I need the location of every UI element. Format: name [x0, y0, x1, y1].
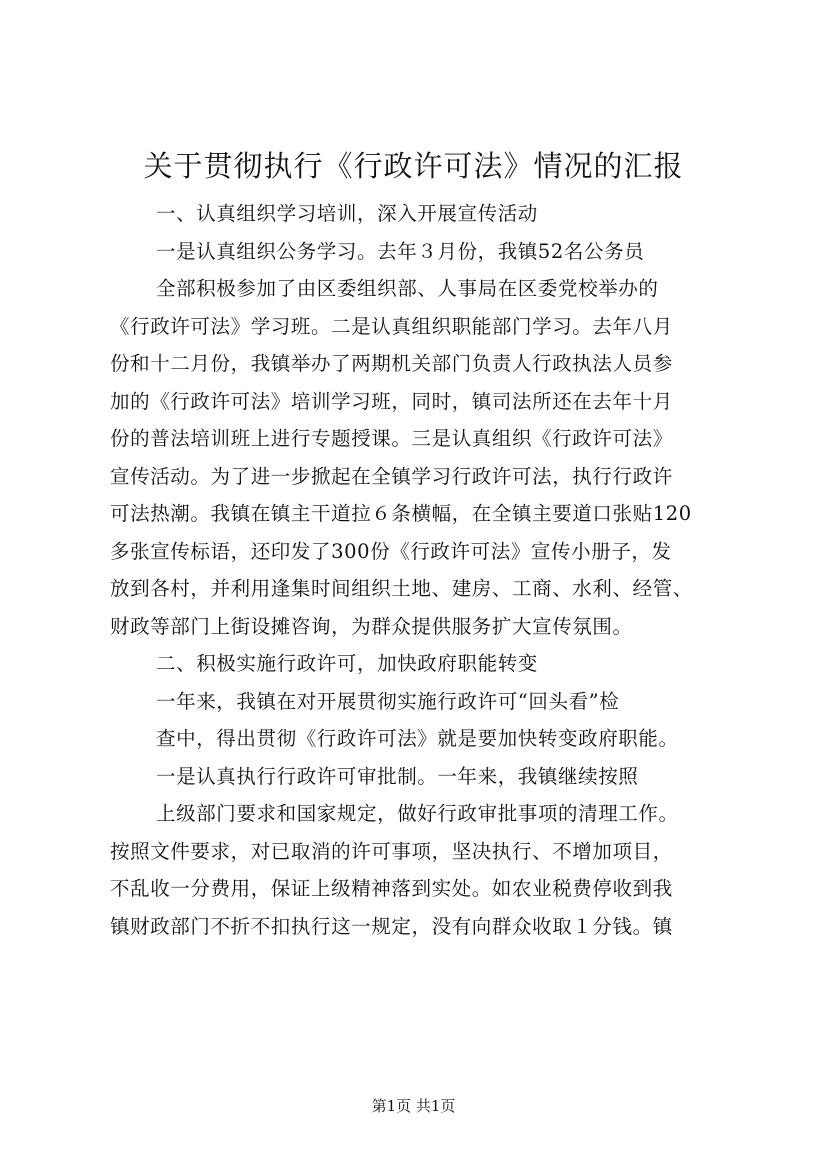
text-line: 份的普法培训班上进行专题授课。三是认真组织《行政许可法》	[110, 427, 673, 450]
text-line: 多张宣传标语，还印发了300份《行政许可法》宣传小册子，发	[110, 539, 672, 563]
text-line: 上级部门要求和国家规定，做好行政审批事项的清理工作。	[156, 802, 679, 825]
text-line: 不乱收一分费用，保证上级精神落到实处。如农业税费停收到我	[110, 877, 673, 900]
text-line: 加的《行政许可法》培训学习班，同时，镇司法所还在去年十月	[110, 389, 673, 413]
text-line: 查中，得出贯彻《行政许可法》就是要加快转变政府职能。	[156, 727, 679, 750]
text-line: 《行政许可法》学习班。二是认真组织职能部门学习。去年八月	[110, 314, 673, 338]
text-line: 可法热潮。我镇在镇主干道拉６条横幅，在全镇主要道口张贴120	[110, 502, 692, 525]
text-line: 一、认真组织学习培训，深入开展宣传活动	[156, 202, 538, 225]
text-line: 一是认真执行行政许可审批制。一年来，我镇继续按照	[156, 764, 639, 788]
text-line: 份和十二月份，我镇举办了两期机关部门负责人行政执法人员参	[110, 352, 673, 375]
text-line: 一是认真组织公务学习。去年３月份，我镇52名公务员	[156, 239, 645, 263]
text-line: 全部积极参加了由区委组织部、人事局在区委党校举办的	[156, 277, 659, 300]
document-body	[110, 195, 750, 945]
text-line: 镇财政部门不折不扣执行这一规定，没有向群众收取１分钱。镇	[110, 914, 673, 938]
text-line: 一年来，我镇在对开展贯彻实施行政许可“回头看”检	[156, 689, 620, 713]
text-line: 放到各村，并利用逢集时间组织土地、建房、工商、水利、经管、	[110, 577, 693, 600]
document-title: 关于贯彻执行《行政许可法》情况的汇报	[143, 149, 684, 183]
text-line: 二、积极实施行政许可，加快政府职能转变	[156, 652, 538, 675]
text-line: 按照文件要求，对已取消的许可事项，坚决执行、不增加项目，	[110, 839, 673, 863]
page-number-footer: 第1页 共1页	[371, 1097, 456, 1115]
text-line: 财政等部门上街设摊咨询，为群众提供服务扩大宣传氛围。	[110, 614, 633, 638]
text-line: 宣传活动。为了进一步掀起在全镇学习行政许可法，执行行政许	[110, 464, 673, 488]
